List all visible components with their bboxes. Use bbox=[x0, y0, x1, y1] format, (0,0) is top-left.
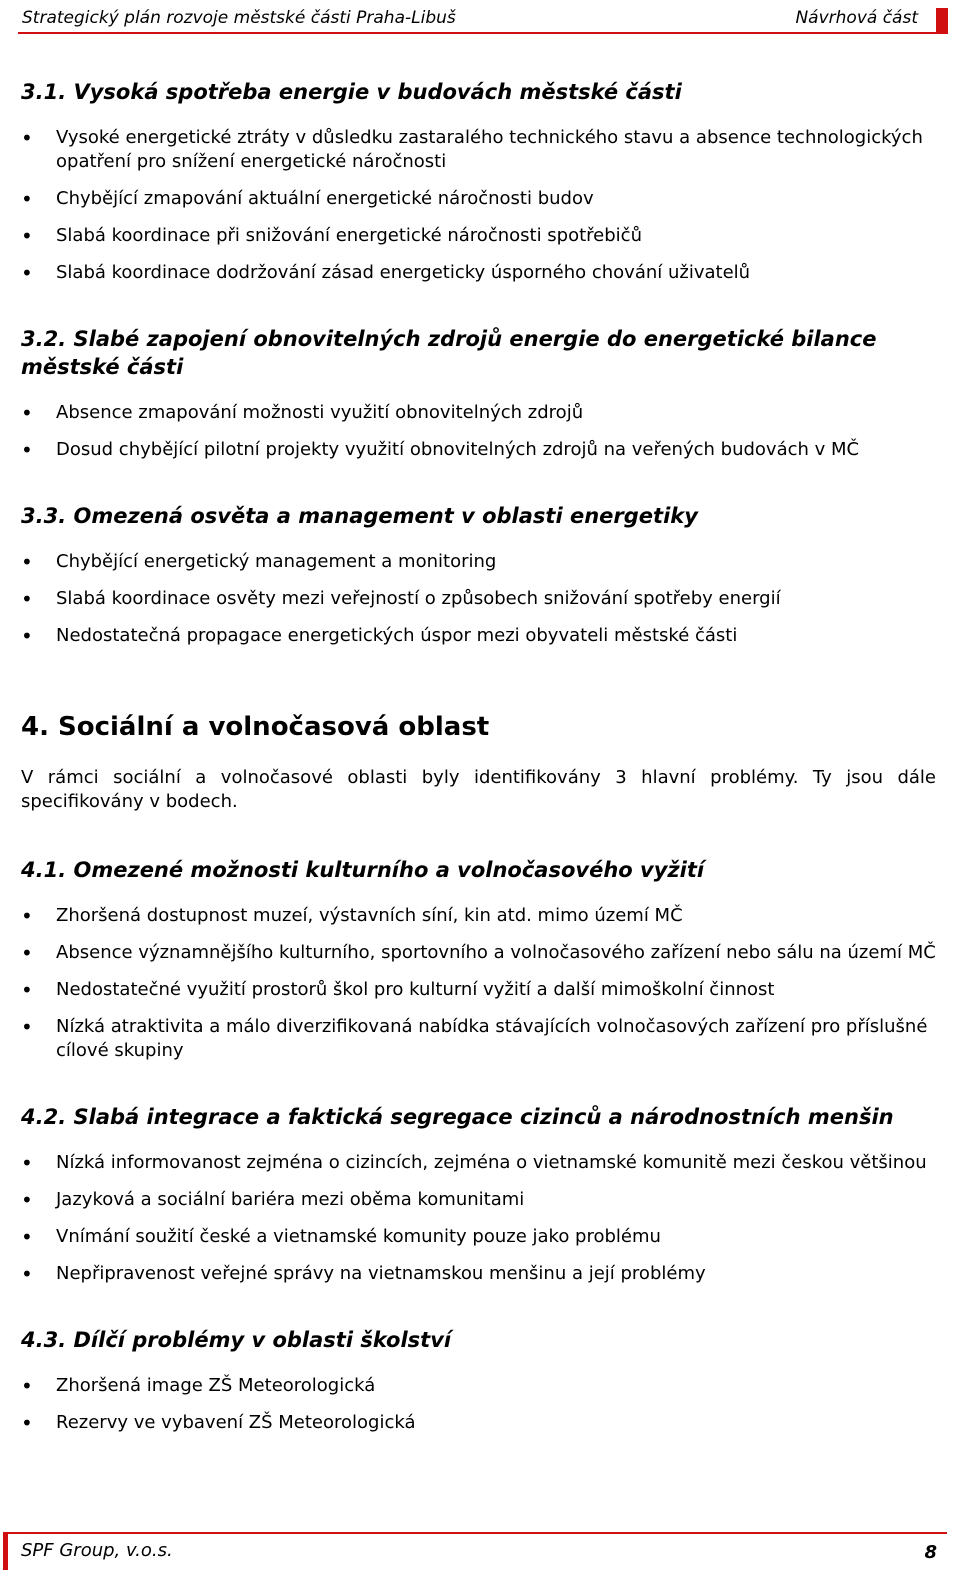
section-heading-3-3: 3.3. Omezená osvěta a management v oblasti energetiky bbox=[21, 504, 698, 528]
bullet-list-4-1 bbox=[21, 904, 936, 1063]
page-content bbox=[21, 78, 936, 1475]
page-footer bbox=[3, 1532, 947, 1570]
section-heading-4-3: 4.3. Dílčí problémy v oblasti školství bbox=[21, 1328, 452, 1352]
section-heading-4-2: 4.2. Slabá integrace a faktická segregace cizinců a národnostních menšin bbox=[21, 1105, 894, 1129]
footer-accent-bar bbox=[3, 1534, 8, 1570]
list-item: • Chybějící zmapování aktuální energetické náročnosti budov bbox=[21, 187, 936, 211]
section-heading-3-1: 3.1. Vysoká spotřeba energie v budovách městské části bbox=[21, 80, 682, 104]
chapter-heading-4: 4. Sociální a volnočasová oblast bbox=[21, 712, 490, 742]
bullet-list-3-3 bbox=[21, 550, 936, 648]
section-heading-4-1: 4.1. Omezené možnosti kulturního a volnočasového vyžití bbox=[21, 858, 705, 882]
list-item: • Dosud chybějící pilotní projekty využití obnovitelných zdrojů na veřených budovách v MČ bbox=[21, 438, 936, 462]
section-heading-3-2: 3.2. Slabé zapojení obnovitelných zdrojů energie do energetické bilance městské části bbox=[21, 327, 877, 379]
list-item: • Absence zmapování možnosti využití obnovitelných zdrojů bbox=[21, 401, 936, 425]
list-item: • Slabá koordinace při snižování energetické náročnosti spotřebičů bbox=[21, 224, 936, 248]
list-item: • Rezervy ve vybavení ZŠ Meteorologická bbox=[21, 1411, 936, 1435]
list-item: • Vnímání soužití české a vietnamské komunity pouze jako problému bbox=[21, 1225, 936, 1249]
footer-company: SPF Group, v.o.s. bbox=[21, 1540, 173, 1561]
page-number: 8 bbox=[924, 1542, 937, 1563]
bullet-list-3-1 bbox=[21, 126, 936, 285]
bullet-list-3-2 bbox=[21, 401, 936, 462]
spacer bbox=[21, 688, 936, 710]
list-item: • Nízká atraktivita a málo diverzifikovaná nabídka stávajících volnočasových zařízení pro příslušné cílové skupiny bbox=[21, 1015, 936, 1063]
list-item: • Zhoršená image ZŠ Meteorologická bbox=[21, 1374, 936, 1398]
list-item: • Absence významnějšího kulturního, sportovního a volnočasového zařízení nebo sálu na území MČ bbox=[21, 941, 936, 965]
list-item: • Vysoké energetické ztráty v důsledku zastaralého technického stavu a absence technologických opatření pro snížení energetické náročnosti bbox=[21, 126, 936, 174]
bullet-list-4-3 bbox=[21, 1374, 936, 1435]
list-item: • Slabá koordinace dodržování zásad energeticky úsporného chování uživatelů bbox=[21, 261, 936, 285]
chapter-intro-paragraph: V rámci sociální a volnočasové oblasti byly identifikovány 3 hlavní problémy. Ty jsou dále specifikovány v bodech. bbox=[21, 767, 936, 812]
document-part-label: Návrhová část bbox=[795, 8, 918, 28]
list-item: • Nepřipravenost veřejné správy na vietnamskou menšinu a její problémy bbox=[21, 1262, 936, 1286]
list-item: • Slabá koordinace osvěty mezi veřejností o způsobech snižování spotřeby energií bbox=[21, 587, 936, 611]
bullet-list-4-2 bbox=[21, 1151, 936, 1286]
list-item: • Nedostatečná propagace energetických úspor mezi obyvateli městské části bbox=[21, 624, 936, 648]
list-item: • Jazyková a sociální bariéra mezi oběma komunitami bbox=[21, 1188, 936, 1212]
list-item: • Nedostatečné využití prostorů škol pro kulturní vyžití a další mimoškolní činnost bbox=[21, 978, 936, 1002]
page-header bbox=[18, 0, 948, 34]
list-item: • Nízká informovanost zejména o cizincích, zejména o vietnamské komunitě mezi českou většinou bbox=[21, 1151, 936, 1175]
header-accent-block bbox=[936, 8, 948, 32]
list-item: • Zhoršená dostupnost muzeí, výstavních síní, kin atd. mimo území MČ bbox=[21, 904, 936, 928]
document-title: Strategický plán rozvoje městské části Praha-Libuš bbox=[22, 8, 456, 28]
list-item: • Chybějící energetický management a monitoring bbox=[21, 550, 936, 574]
